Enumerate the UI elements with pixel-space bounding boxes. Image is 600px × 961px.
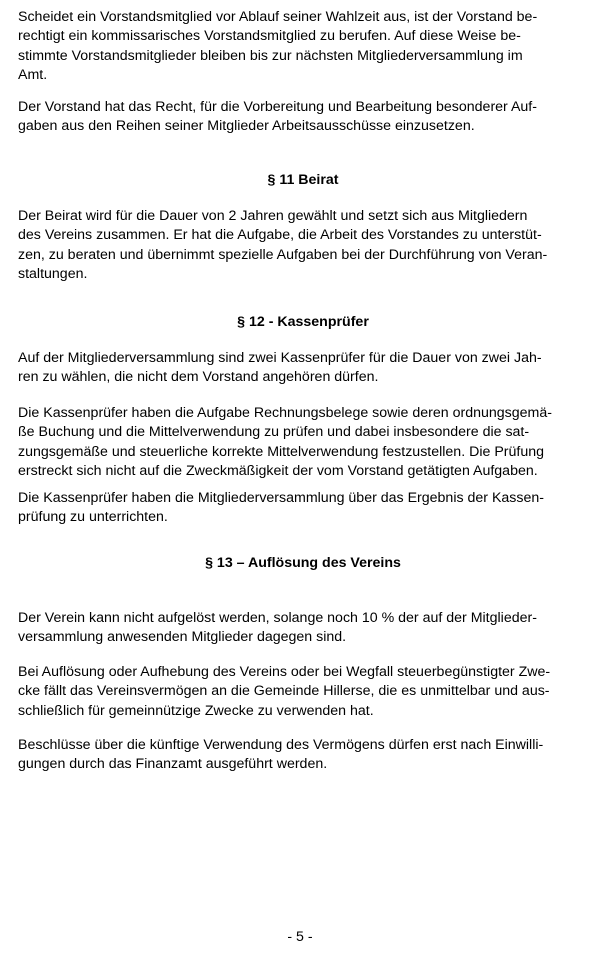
paragraph-kassenpruefer-wahl: Auf der Mitgliederversammlung sind zwei Kassenprüfer für die Dauer von zwei Jah- ren zu wählen, die nicht dem Vorstand angehören dürfen.	[18, 350, 542, 386]
paragraph-vereinsvermoegen: Bei Auflösung oder Aufhebung des Vereins oder bei Wegfall steuerbegünstigter Zwe- cke fällt das Vereinsvermögen an die Gemeinde Hillerse, die es unmittelbar und aus- schließlich für gemeinnützige Zwecke zu verwenden hat.	[18, 664, 551, 719]
paragraph-kassenpruefer-aufgabe: Die Kassenprüfer haben die Aufgabe Rechnungsbelege sowie deren ordnungsgemä- ße Buchung und die Mittelverwendung zu prüfen und dabei insbesondere die sat- zungsgemäße und steuerliche korrekte Mittelverwendung festzustellen. Die Prüfung erstreckt sich nicht auf die Zweckmäßigkeit der vom Vorstand getätigten Aufgaben.	[18, 405, 552, 480]
paragraph-aufloesung-bedingung: Der Verein kann nicht aufgelöst werden, solange noch 10 % der auf der Mitglieder- versammlung anwesenden Mitglieder dagegen sind.	[18, 610, 537, 646]
heading-section-13: § 13 – Auflösung des Vereins	[205, 555, 401, 571]
heading-section-11: § 11 Beirat	[267, 172, 339, 188]
paragraph-beschluesse: Beschlüsse über die künftige Verwendung des Vermögens dürfen erst nach Einwilli- gungen durch das Finanzamt ausgeführt werden.	[18, 737, 544, 773]
heading-section-12: § 12 - Kassenprüfer	[237, 314, 369, 330]
paragraph-beirat: Der Beirat wird für die Dauer von 2 Jahren gewählt und setzt sich aus Mitgliedern des Vereins zusammen. Er hat die Aufgabe, die Arbeit des Vorstandes zu unterstüt- zen, zu beraten und übernimmt spezielle Aufgaben bei der Durchführung von Veran- staltungen.	[18, 208, 548, 283]
page-number: - 5 -	[287, 929, 313, 945]
paragraph-kassenpruefer-bericht: Die Kassenprüfer haben die Mitgliederversammlung über das Ergebnis der Kassen- prüfung zu unterrichten.	[18, 490, 545, 526]
paragraph-vorstand-ersatz: Scheidet ein Vorstandsmitglied vor Ablauf seiner Wahlzeit aus, ist der Vorstand be- rechtigt ein kommissarisches Vorstandsmitglied zu berufen. Auf diese Weise be- stimmte Vorstandsmitglieder bleiben bis zur nächsten Mitgliederversammlung im Amt.	[18, 9, 538, 84]
paragraph-arbeitsausschuesse: Der Vorstand hat das Recht, für die Vorbereitung und Bearbeitung besonderer Auf- gaben aus den Reihen seiner Mitglieder Arbeitsausschüsse einzusetzen.	[18, 99, 537, 135]
